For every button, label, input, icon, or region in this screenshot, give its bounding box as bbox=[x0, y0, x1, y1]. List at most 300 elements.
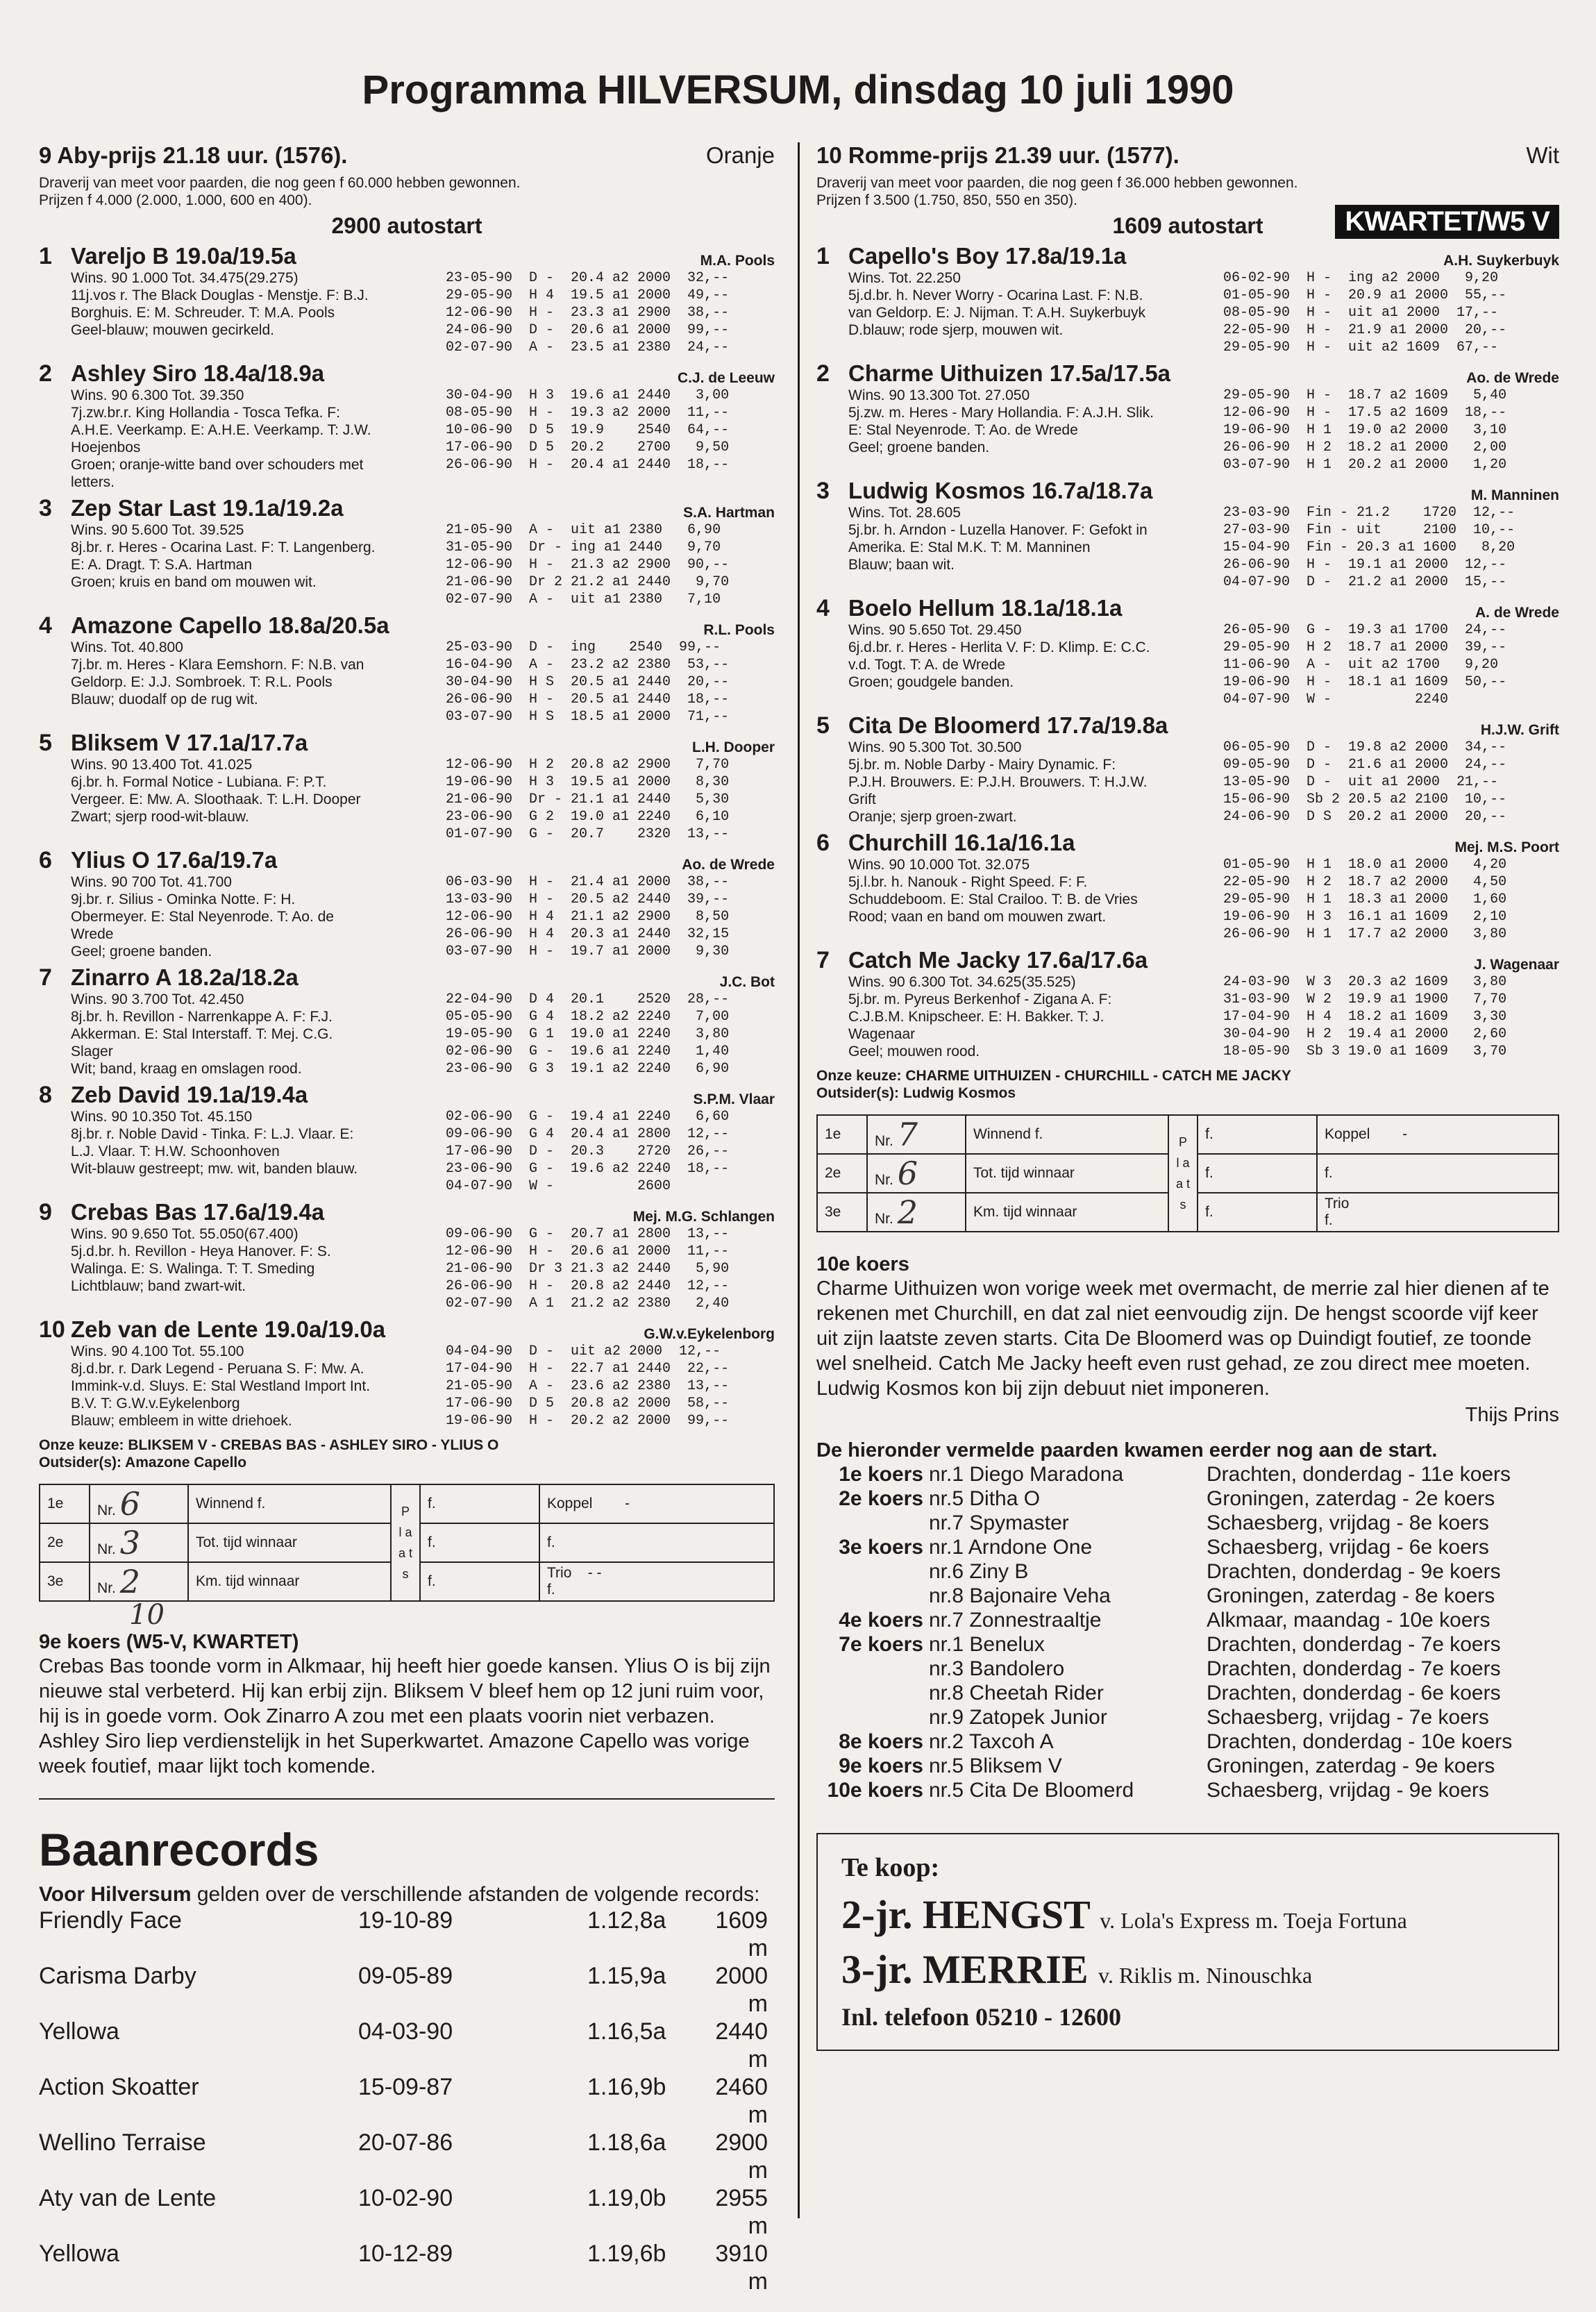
earlier-race bbox=[816, 1705, 929, 1729]
bet-plaats-f1[interactable]: f. bbox=[1198, 1115, 1317, 1154]
horse-entry bbox=[816, 243, 1559, 356]
horse-body bbox=[71, 964, 775, 1078]
horse-info-line: Wit; band, kraag en omslagen rood. bbox=[71, 1061, 302, 1077]
horse-info-line: Wins. 90 5.650 Tot. 29.450 bbox=[848, 622, 1022, 638]
horse-body bbox=[71, 847, 775, 960]
bet-plaats-f1[interactable]: f. bbox=[420, 1484, 539, 1523]
horse-details bbox=[848, 973, 1559, 1060]
kwartet-badge: KWARTET/W5 V bbox=[1335, 205, 1559, 239]
race-9-horse-list bbox=[39, 243, 775, 1430]
earlier-race: 10e koers bbox=[827, 1779, 923, 1802]
horse-entry bbox=[816, 830, 1559, 943]
record-time: 1.16,9b bbox=[587, 2074, 666, 2100]
horse-info-line: Wins. Tot. 40.800 bbox=[71, 639, 183, 655]
horse-info-line: Groen; oranje-witte band over schouders met bbox=[71, 457, 364, 473]
horse-recent-runs: 06-03-90 H - 21.4 a1 2000 38,-- 13-03-90 H - 20.5 a2 2440 39,-- 12-06-90 H 4 21.1 a2 2900 8,50 26-06-90 H 4 20.3 a1 2440 32,15 03-07-90 H - 19.7 a1 2000 9,30 bbox=[446, 874, 730, 960]
horse-number: 1 bbox=[816, 243, 830, 269]
horse-info-line: Wins. 90 6.300 Tot. 39.350 bbox=[71, 387, 244, 403]
horse-info-line: Geel; groene banden. bbox=[71, 944, 212, 960]
horse-name: Ylius O 17.6a/19.7a bbox=[71, 847, 278, 873]
horse-info bbox=[848, 387, 1223, 474]
ad-line-merrie: 3-jr. MERRIE v. Riklis m. Ninouschka bbox=[841, 1947, 1313, 1992]
horse-info-line: Walinga. E: S. Walinga. T: T. Smeding bbox=[71, 1261, 315, 1277]
horse-trainer: Mej. M.S. Poort bbox=[1454, 839, 1559, 855]
earlier-starts-title: De hieronder vermelde paarden kwamen eerder nog aan de start. bbox=[816, 1439, 1438, 1461]
record-distance: 2000 m bbox=[715, 1963, 768, 2017]
horse-info-line: Borghuis. E: M. Schreuder. T: M.A. Pools bbox=[71, 305, 335, 321]
earlier-where: Drachten, donderdag - 10e koers bbox=[1207, 1730, 1513, 1753]
horse-info-line: 5j.br. m. Pyreus Berkenhof - Zigana A. F: bbox=[848, 991, 1112, 1007]
horse-trainer: R.L. Pools bbox=[703, 622, 775, 638]
horse-info-line: Groen; kruis en band om mouwen wit. bbox=[71, 574, 317, 590]
race-9-cond-line1: Draverij van meet voor paarden, die nog geen f 60.000 hebben gewonnen. bbox=[39, 175, 521, 191]
horse-name-row bbox=[71, 360, 775, 387]
horse-name-row bbox=[71, 495, 775, 521]
horse-number: 2 bbox=[39, 360, 52, 387]
horse-name-row bbox=[848, 712, 1559, 739]
horse-info bbox=[848, 621, 1223, 708]
horse-body bbox=[71, 1316, 775, 1430]
horse-details bbox=[848, 269, 1559, 356]
horse-body bbox=[848, 360, 1559, 474]
horse-number: 2 bbox=[816, 360, 830, 387]
horse-name: Crebas Bas 17.6a/19.4a bbox=[71, 1199, 325, 1225]
horse-entry bbox=[39, 243, 775, 356]
horse-body bbox=[71, 243, 775, 356]
bet-place-1: 1e bbox=[817, 1115, 867, 1154]
horse-entry bbox=[816, 360, 1559, 474]
earlier-horse: nr.2 Taxcoh A bbox=[929, 1730, 1054, 1753]
horse-info bbox=[71, 1108, 446, 1195]
horse-info-line: Wagenaar bbox=[848, 1026, 916, 1042]
earlier-race: 2e koers bbox=[839, 1487, 923, 1510]
race-10-color: Wit bbox=[1526, 142, 1559, 168]
bet-km-tijd: Km. tijd winnaar bbox=[188, 1562, 391, 1601]
bet-place-3: 3e bbox=[817, 1193, 867, 1232]
race-9-title: 9 Aby-prijs 21.18 uur. (1576). bbox=[39, 142, 348, 168]
horse-trainer: S.A. Hartman bbox=[683, 505, 775, 521]
horse-recent-runs: 06-02-90 H - ing a2 2000 9,20 01-05-90 H - 20.9 a1 2000 55,-- 08-05-90 H - uit a1 2000 17,-- 22-05-90 H - 21.9 a1 2000 20,-- 29-05-90 H - uit a2 1609 67,-- bbox=[1223, 270, 1507, 355]
bet-nr-3[interactable]: Nr. 2 bbox=[90, 1562, 188, 1601]
record-horse: Friendly Face bbox=[39, 1907, 182, 1934]
horse-details bbox=[71, 756, 775, 843]
horse-info-line: 11j.vos r. The Black Douglas - Menstje. F: B.J. bbox=[71, 287, 369, 303]
horse-entry bbox=[39, 1316, 775, 1430]
horse-entry bbox=[39, 964, 775, 1078]
handwritten-number: 7 bbox=[897, 1116, 918, 1153]
horse-number: 8 bbox=[39, 1082, 52, 1108]
bet-koppel[interactable]: Koppel - bbox=[539, 1484, 774, 1523]
horse-recent-runs: 02-06-90 G - 19.4 a1 2240 6,60 09-06-90 G 4 20.4 a1 2800 12,-- 17-06-90 D - 20.3 2720 26,-- 23-06-90 G - 19.6 a2 2240 18,-- 04-07-90 W - 2600 bbox=[446, 1109, 730, 1194]
column-divider bbox=[798, 142, 800, 2218]
horse-name-row bbox=[848, 595, 1559, 621]
horse-details bbox=[71, 387, 775, 491]
horse-info-line: Wins. 90 13.300 Tot. 27.050 bbox=[848, 387, 1030, 403]
record-horse: Action Skoatter bbox=[39, 2074, 199, 2100]
earlier-row bbox=[816, 1462, 1559, 1486]
horse-info-line: Amerika. E: Stal M.K. T: M. Manninen bbox=[848, 539, 1091, 555]
horse-body bbox=[71, 1199, 775, 1312]
race-10-outsider: Outsider(s): Ludwig Kosmos bbox=[816, 1085, 1016, 1101]
bet-winnend: Winnend f. bbox=[188, 1484, 391, 1523]
horse-info-line: Wins. Tot. 28.605 bbox=[848, 505, 961, 521]
horse-info-line: Geel-blauw; mouwen gecirkeld. bbox=[71, 322, 274, 338]
horse-name-row bbox=[71, 964, 775, 991]
bet-tot-tijd: Tot. tijd winnaar bbox=[966, 1154, 1168, 1193]
horse-recent-runs: 12-06-90 H 2 20.8 a2 2900 7,70 19-06-90 H 3 19.5 a1 2000 8,30 21-06-90 Dr - 21.1 a1 2440 5,30 23-06-90 G 2 19.0 a1 2240 6,10 01-07-90 G - 20.7 2320 13,-- bbox=[446, 757, 730, 842]
earlier-horse: nr.8 Cheetah Rider bbox=[929, 1682, 1104, 1704]
horse-info-line: D.blauw; rode sjerp, mouwen wit. bbox=[848, 322, 1064, 338]
earlier-starts-list bbox=[816, 1462, 1559, 1802]
bet-nr-1[interactable]: Nr. 7 bbox=[867, 1115, 966, 1154]
race-10-preview-title: 10e koers bbox=[816, 1253, 909, 1275]
bet-winnend: Winnend f. bbox=[966, 1115, 1168, 1154]
race-10-conditions bbox=[816, 174, 1559, 209]
earlier-race: 4e koers bbox=[839, 1609, 923, 1632]
horse-recent-runs: 29-05-90 H - 18.7 a2 1609 5,40 12-06-90 H - 17.5 a2 1609 18,-- 19-06-90 H 1 19.0 a2 2000 3,10 26-06-90 H 2 18.2 a1 2000 2,00 03-07-90 H 1 20.2 a1 2000 1,20 bbox=[1223, 387, 1507, 473]
horse-name-row bbox=[848, 243, 1559, 269]
horse-trainer: Mej. M.G. Schlangen bbox=[632, 1209, 775, 1225]
record-distance: 2955 m bbox=[715, 2185, 768, 2239]
horse-entry bbox=[39, 1199, 775, 1312]
earlier-race bbox=[816, 1681, 929, 1705]
handwritten-number: 6 bbox=[119, 1485, 140, 1523]
earlier-race bbox=[816, 1559, 929, 1584]
record-date: 19-10-89 bbox=[358, 1907, 453, 1934]
earlier-where: Drachten, donderdag - 7e koers bbox=[1207, 1633, 1501, 1656]
horse-body bbox=[71, 495, 775, 608]
horse-name: Zinarro A 18.2a/18.2a bbox=[71, 964, 299, 990]
horse-info bbox=[71, 1225, 446, 1312]
earlier-where: Schaesberg, vrijdag - 9e koers bbox=[1207, 1779, 1489, 1802]
race-10-horse-list bbox=[816, 243, 1559, 1060]
record-distance: 1609 m bbox=[715, 1907, 768, 1961]
record-time: 1.18,6a bbox=[587, 2129, 666, 2156]
record-time: 1.15,9a bbox=[587, 1963, 666, 1989]
horse-info-line: 9j.br. r. Silius - Ominka Notte. F: H. bbox=[71, 891, 296, 907]
horse-details bbox=[71, 1108, 775, 1195]
horse-info-line: E: Stal Neyenrode. T: Ao. de Wrede bbox=[848, 422, 1078, 438]
horse-info-line: Lichtblauw; band zwart-wit. bbox=[71, 1278, 246, 1294]
race-10-cond-line2: Prijzen f 3.500 (1.750, 850, 550 en 350). bbox=[816, 192, 1077, 208]
bet-plaats-label: P l a a t s bbox=[1168, 1115, 1198, 1232]
horse-info-line: 8j.d.br. r. Dark Legend - Peruana S. F: Mw. A. bbox=[71, 1361, 364, 1377]
horse-info-line: letters. bbox=[71, 474, 115, 490]
record-distance: 2900 m bbox=[715, 2129, 768, 2184]
record-horse: Carisma Darby bbox=[39, 1963, 196, 1989]
horse-info-line: 5j.zw. m. Heres - Mary Hollandia. F: A.J.H. Slik. bbox=[848, 405, 1154, 421]
horse-recent-runs: 22-04-90 D 4 20.1 2520 28,-- 05-05-90 G 4 18.2 a2 2240 7,00 19-05-90 G 1 19.0 a1 2240 3,80 02-06-90 G - 19.6 a1 2240 1,40 23-06-90 G 3 19.1 a2 2240 6,90 bbox=[446, 991, 730, 1077]
race-9-preview-title: 9e koers (W5-V, KWARTET) bbox=[39, 1631, 299, 1653]
horse-info-line: Oranje; sjerp groen-zwart. bbox=[848, 809, 1017, 825]
bet-place-1: 1e bbox=[40, 1484, 90, 1523]
race-9-bet-form bbox=[39, 1484, 775, 1602]
earlier-where: Drachten, donderdag - 6e koers bbox=[1207, 1682, 1501, 1704]
horse-name: Cita De Bloomerd 17.7a/19.8a bbox=[848, 712, 1168, 738]
record-date: 15-09-87 bbox=[358, 2074, 453, 2100]
horse-details bbox=[71, 269, 775, 356]
horse-name-row bbox=[71, 1316, 775, 1343]
record-row bbox=[39, 2184, 775, 2240]
record-date: 09-05-89 bbox=[358, 1963, 453, 1989]
horse-info-line: 5j.l.br. h. Nanouk - Right Speed. F: F. bbox=[848, 874, 1088, 890]
earlier-race: 1e koers bbox=[839, 1463, 923, 1486]
bet-plaats-f2[interactable]: f. bbox=[1198, 1154, 1317, 1193]
record-row bbox=[39, 2073, 775, 2129]
horse-details bbox=[71, 991, 775, 1078]
horse-entry bbox=[816, 595, 1559, 708]
earlier-horse: nr.1 Diego Maradona bbox=[929, 1463, 1124, 1486]
record-distance: 3910 m bbox=[715, 2240, 768, 2295]
horse-recent-runs: 23-05-90 D - 20.4 a2 2000 32,-- 29-05-90 H 4 19.5 a1 2000 49,-- 12-06-90 H - 23.3 a1 2900 38,-- 24-06-90 D - 20.6 a1 2000 99,-- 02-07-90 A - 23.5 a1 2380 24,-- bbox=[446, 270, 730, 355]
horse-info-line: Hoejenbos bbox=[71, 439, 141, 455]
horse-info bbox=[848, 269, 1223, 356]
horse-info-line: 5j.d.br. h. Revillon - Heya Hanover. F: S. bbox=[71, 1243, 331, 1259]
horse-entry bbox=[39, 730, 775, 843]
horse-body bbox=[848, 243, 1559, 356]
record-horse: Yellowa bbox=[39, 2240, 119, 2267]
horse-details bbox=[848, 856, 1559, 943]
horse-details bbox=[848, 739, 1559, 826]
horse-info-line: 8j.br. h. Revillon - Narrenkappe A. F: F.J. bbox=[71, 1009, 333, 1025]
horse-number: 3 bbox=[39, 495, 52, 521]
horse-details bbox=[71, 1343, 775, 1430]
bet-tot-tijd: Tot. tijd winnaar bbox=[188, 1523, 391, 1562]
handwritten-number: 2 bbox=[897, 1193, 918, 1231]
earlier-where: Drachten, donderdag - 7e koers bbox=[1207, 1657, 1501, 1680]
earlier-horse: nr.8 Bajonaire Veha bbox=[929, 1584, 1111, 1607]
record-distance: 2440 m bbox=[715, 2018, 768, 2072]
race-10-keuze: Onze keuze: CHARME UITHUIZEN - CHURCHILL - CATCH ME JACKY bbox=[816, 1068, 1292, 1084]
earlier-where: Schaesberg, vrijdag - 6e koers bbox=[1207, 1536, 1489, 1559]
horse-info-line: Geel; mouwen rood. bbox=[848, 1044, 980, 1059]
horse-info bbox=[71, 1343, 446, 1430]
horse-info-line: Wins. 90 13.400 Tot. 41.025 bbox=[71, 757, 253, 773]
horse-number: 5 bbox=[39, 730, 52, 756]
horse-info-line: A.H.E. Veerkamp. E: A.H.E. Veerkamp. T: J.W. bbox=[71, 422, 371, 438]
earlier-where: Schaesberg, vrijdag - 8e koers bbox=[1207, 1511, 1489, 1534]
horse-info-line: Wins. 90 10.000 Tot. 32.075 bbox=[848, 857, 1030, 873]
bet-km-tijd: Km. tijd winnaar bbox=[966, 1193, 1168, 1232]
horse-info bbox=[71, 521, 446, 608]
earlier-row bbox=[816, 1511, 1559, 1535]
earlier-horse: nr.9 Zatopek Junior bbox=[929, 1706, 1107, 1729]
horse-name: Capello's Boy 17.8a/19.1a bbox=[848, 243, 1127, 269]
race-10-title: 10 Romme-prijs 21.39 uur. (1577). bbox=[816, 142, 1179, 168]
earlier-where: Groningen, zaterdag - 8e koers bbox=[1207, 1584, 1495, 1607]
bet-koppel[interactable]: Koppel - bbox=[1317, 1115, 1559, 1154]
record-row bbox=[39, 1907, 775, 1962]
horse-info-line: Wins. 90 10.350 Tot. 45.150 bbox=[71, 1109, 253, 1125]
horse-info-line: van Geldorp. E: J. Nijman. T: A.H. Suykerbuyk bbox=[848, 305, 1145, 321]
earlier-race bbox=[816, 1584, 929, 1608]
horse-trainer: M. Manninen bbox=[1470, 487, 1559, 503]
horse-info-line: Wins. 90 4.100 Tot. 55.100 bbox=[71, 1343, 244, 1359]
horse-info bbox=[71, 991, 446, 1078]
earlier-race: 3e koers bbox=[839, 1536, 923, 1559]
horse-info-line: C.J.B.M. Knipscheer. E: H. Bakker. T: J. bbox=[848, 1009, 1104, 1025]
horse-recent-runs: 01-05-90 H 1 18.0 a1 2000 4,20 22-05-90 H 2 18.7 a2 2000 4,50 29-05-90 H 1 18.3 a1 2000 1,60 19-06-90 H 3 16.1 a1 1609 2,10 26-06-90 H 1 17.7 a2 2000 3,80 bbox=[1223, 857, 1507, 942]
horse-info bbox=[848, 856, 1223, 943]
earlier-where: Drachten, donderdag - 9e koers bbox=[1207, 1560, 1501, 1583]
bet-koppel-f[interactable]: f. bbox=[539, 1523, 774, 1562]
race-9-start: 2900 autostart bbox=[331, 213, 482, 238]
record-date: 04-03-90 bbox=[358, 2018, 453, 2045]
earlier-race: 8e koers bbox=[839, 1730, 923, 1753]
race-10-pick bbox=[816, 1067, 1559, 1102]
horse-info-line: Blauw; duodalf op de rug wit. bbox=[71, 692, 258, 707]
earlier-row bbox=[816, 1729, 1559, 1754]
horse-body bbox=[848, 712, 1559, 826]
bet-plaats-f2[interactable]: f. bbox=[420, 1523, 539, 1562]
bet-plaats-f3[interactable]: f. bbox=[420, 1562, 539, 1601]
horse-entry bbox=[816, 712, 1559, 826]
horse-entry bbox=[39, 847, 775, 960]
horse-body bbox=[71, 730, 775, 843]
earlier-row bbox=[816, 1705, 1559, 1729]
horse-info-line: Immink-v.d. Sluys. E: Stal Westland Import Int. bbox=[71, 1378, 371, 1394]
horse-info bbox=[71, 269, 446, 356]
horse-info-line: Rood; vaan en band om mouwen zwart. bbox=[848, 909, 1107, 925]
record-distance: 2460 m bbox=[715, 2074, 768, 2128]
horse-name: Zeb van de Lente 19.0a/19.0a bbox=[71, 1316, 386, 1342]
horse-info-line: Wit-blauw gestreept; mw. wit, banden blauw. bbox=[71, 1161, 358, 1177]
horse-number: 6 bbox=[816, 830, 830, 856]
earlier-horse: nr.6 Ziny B bbox=[929, 1560, 1029, 1583]
earlier-horse: nr.7 Zonnestraaltje bbox=[929, 1609, 1102, 1632]
horse-info-line: 5j.br. h. Arndon - Luzella Hanover. F: Gefokt in bbox=[848, 522, 1148, 538]
race-9-outsider: Outsider(s): Amazone Capello bbox=[39, 1455, 247, 1471]
race-10-cond-line1: Draverij van meet voor paarden, die nog geen f 36.000 hebben gewonnen. bbox=[816, 175, 1298, 191]
horse-name: Vareljo B 19.0a/19.5a bbox=[71, 243, 296, 269]
record-date: 10-12-89 bbox=[358, 2240, 453, 2267]
horse-recent-runs: 21-05-90 A - uit a1 2380 6,90 31-05-90 Dr - ing a1 2440 9,70 12-06-90 H - 21.3 a2 2900 90,-- 21-06-90 Dr 2 21.2 a1 2440 9,70 02-07-90 A - uit a1 2380 7,10 bbox=[446, 522, 730, 608]
horse-recent-runs: 06-05-90 D - 19.8 a2 2000 34,-- 09-05-90 D - 21.6 a1 2000 24,-- 13-05-90 D - uit a1 2000 21,-- 15-06-90 Sb 2 20.5 a2 2100 10,-- 24-06-90 D S 20.2 a1 2000 20,-- bbox=[1223, 739, 1507, 825]
horse-info-line: Wins. 90 5.300 Tot. 30.500 bbox=[848, 739, 1022, 755]
horse-name: Zeb David 19.1a/19.4a bbox=[71, 1082, 308, 1107]
bet-nr-2[interactable]: Nr. 3 bbox=[90, 1523, 188, 1562]
horse-name-row bbox=[71, 243, 775, 269]
horse-entry bbox=[39, 360, 775, 491]
horse-name: Charme Uithuizen 17.5a/17.5a bbox=[848, 360, 1171, 386]
bet-trio[interactable]: Trio - - f. bbox=[539, 1562, 774, 1601]
horse-trainer: J.C. Bot bbox=[719, 974, 775, 990]
ad-heading: Te koop: bbox=[841, 1853, 940, 1882]
bet-koppel-f[interactable]: f. bbox=[1317, 1154, 1559, 1193]
horse-name-row bbox=[848, 360, 1559, 387]
horse-name: Ludwig Kosmos 16.7a/18.7a bbox=[848, 478, 1153, 503]
bet-plaats-f3[interactable]: f. bbox=[1198, 1193, 1317, 1232]
race-10-column bbox=[816, 142, 1559, 2051]
horse-info-line: Zwart; sjerp rood-wit-blauw. bbox=[71, 809, 249, 825]
horse-trainer: S.P.M. Vlaar bbox=[693, 1091, 775, 1107]
records-title: Baanrecords bbox=[39, 1824, 319, 1875]
horse-info-line: 8j.br. r. Heres - Ocarina Last. F: T. Langenberg. bbox=[71, 539, 376, 555]
race-9-cond-line2: Prijzen f 4.000 (2.000, 1.000, 600 en 400). bbox=[39, 192, 312, 208]
bet-trio[interactable]: Trio f. bbox=[1317, 1193, 1559, 1232]
horse-name-row bbox=[848, 478, 1559, 504]
horse-body bbox=[71, 360, 775, 491]
horse-details bbox=[848, 621, 1559, 708]
horse-info-line: 5j.br. m. Noble Darby - Mairy Dynamic. F: bbox=[848, 757, 1116, 773]
horse-entry bbox=[39, 1082, 775, 1195]
record-row bbox=[39, 2129, 775, 2184]
horse-body bbox=[848, 595, 1559, 708]
horse-recent-runs: 30-04-90 H 3 19.6 a1 2440 3,00 08-05-90 H - 19.3 a2 2000 11,-- 10-06-90 D 5 19.9 2540 64,-- 17-06-90 D 5 20.2 2700 9,50 26-06-90 H - 20.4 a1 2440 18,-- bbox=[446, 387, 730, 473]
horse-number: 3 bbox=[816, 478, 830, 504]
horse-trainer: H.J.W. Grift bbox=[1480, 722, 1559, 738]
earlier-row bbox=[816, 1657, 1559, 1681]
horse-name-row bbox=[71, 612, 775, 639]
horse-info-line: 6j.br. h. Formal Notice - Lubiana. F: P.T. bbox=[71, 774, 327, 790]
horse-body bbox=[71, 1082, 775, 1195]
horse-entry bbox=[39, 495, 775, 608]
horse-info-line: Slager bbox=[71, 1044, 113, 1059]
horse-details bbox=[71, 639, 775, 726]
race-10-header bbox=[816, 142, 1559, 169]
horse-details bbox=[848, 504, 1559, 591]
horse-name: Amazone Capello 18.8a/20.5a bbox=[71, 612, 389, 638]
ad-phone: Inl. telefoon 05210 - 12600 bbox=[841, 2003, 1121, 2031]
race-9-preview: Crebas Bas toonde vorm in Alkmaar, hij heeft hier goede kansen. Ylius O is bij zijn nieuwe stal verbeterd. Hij kan erbij zijn. Bliksem V bleef hem op 12 juni ruim voor, hij is in goede vorm. Ook Zinarro A zou met een plaats voorin niet verbazen. Ashley Siro liep verdienstelijk in het Superkwartet. Amazone Capello was vorige week foutief, maar lijkt toch komende. bbox=[39, 1655, 771, 1777]
earlier-row bbox=[816, 1486, 1559, 1511]
bet-nr-3[interactable]: Nr. 2 bbox=[867, 1193, 966, 1232]
horse-recent-runs: 26-05-90 G - 19.3 a1 1700 24,-- 29-05-90 H 2 18.7 a1 2000 39,-- 11-06-90 A - uit a2 1700 9,20 19-06-90 H - 18.1 a1 1609 50,-- 04-07-90 W - 2240 bbox=[1223, 622, 1507, 707]
horse-info-line: Blauw; embleem in witte driehoek. bbox=[71, 1413, 292, 1429]
horse-info-line: 7j.zw.br.r. King Hollandia - Tosca Tefka. F: bbox=[71, 405, 340, 421]
horse-name-row bbox=[71, 847, 775, 873]
horse-name-row bbox=[71, 1082, 775, 1108]
horse-info-line: v.d. Togt. T: A. de Wrede bbox=[848, 657, 1006, 673]
horse-info-line: B.V. T: G.W.v.Eykelenborg bbox=[71, 1396, 240, 1412]
horse-info-line: 8j.br. r. Noble David - Tinka. F: L.J. Vlaar. E: bbox=[71, 1126, 354, 1142]
earlier-row bbox=[816, 1535, 1559, 1559]
horse-recent-runs: 04-04-90 D - uit a2 2000 12,-- 17-04-90 H - 22.7 a1 2440 22,-- 21-05-90 A - 23.6 a2 2380 13,-- 17-06-90 D 5 20.8 a2 2000 58,-- 19-06-90 H - 20.2 a2 2000 99,-- bbox=[446, 1343, 730, 1429]
bet-nr-2[interactable]: Nr. 6 bbox=[867, 1154, 966, 1193]
record-row bbox=[39, 2240, 775, 2295]
horse-name: Zep Star Last 19.1a/19.2a bbox=[71, 495, 344, 521]
horse-number: 9 bbox=[39, 1199, 52, 1225]
horse-info bbox=[848, 739, 1223, 826]
page-title: Programma HILVERSUM, dinsdag 10 juli 1990 bbox=[362, 67, 1234, 112]
horse-info bbox=[71, 756, 446, 843]
bet-plaats-label: P l a a t s bbox=[391, 1484, 420, 1601]
race-9-column bbox=[39, 142, 775, 2295]
horse-body bbox=[848, 947, 1559, 1060]
bet-place-3: 3e bbox=[40, 1562, 90, 1601]
horse-info bbox=[71, 873, 446, 960]
earlier-where: Drachten, donderdag - 11e koers bbox=[1207, 1463, 1511, 1486]
earlier-row bbox=[816, 1778, 1559, 1802]
bet-nr-1[interactable]: Nr. 6 bbox=[90, 1484, 188, 1523]
horse-recent-runs: 09-06-90 G - 20.7 a1 2800 13,-- 12-06-90 H - 20.6 a1 2000 11,-- 21-06-90 Dr 3 21.3 a2 2440 5,90 26-06-90 H - 20.8 a2 2440 12,-- 02-07-90 A 1 21.2 a2 2380 2,40 bbox=[446, 1226, 730, 1312]
race-9-pick bbox=[39, 1436, 775, 1471]
record-horse: Wellino Terraise bbox=[39, 2129, 206, 2156]
earlier-horse: nr.3 Bandolero bbox=[929, 1657, 1065, 1680]
horse-number: 6 bbox=[39, 847, 52, 873]
horse-entry bbox=[39, 612, 775, 726]
race-9-color: Oranje bbox=[705, 142, 775, 168]
records-list bbox=[39, 1907, 775, 2295]
horse-body bbox=[848, 830, 1559, 943]
horse-number: 1 bbox=[39, 243, 52, 269]
records-intro: Voor Hilversum gelden over de verschillende afstanden de volgende records: bbox=[39, 1883, 760, 1906]
earlier-row bbox=[816, 1754, 1559, 1778]
earlier-row bbox=[816, 1608, 1559, 1632]
horse-info-line: Obermeyer. E: Stal Neyenrode. T: Ao. de bbox=[71, 909, 334, 925]
horse-details bbox=[71, 873, 775, 960]
horse-info-line: Blauw; baan wit. bbox=[848, 557, 955, 573]
